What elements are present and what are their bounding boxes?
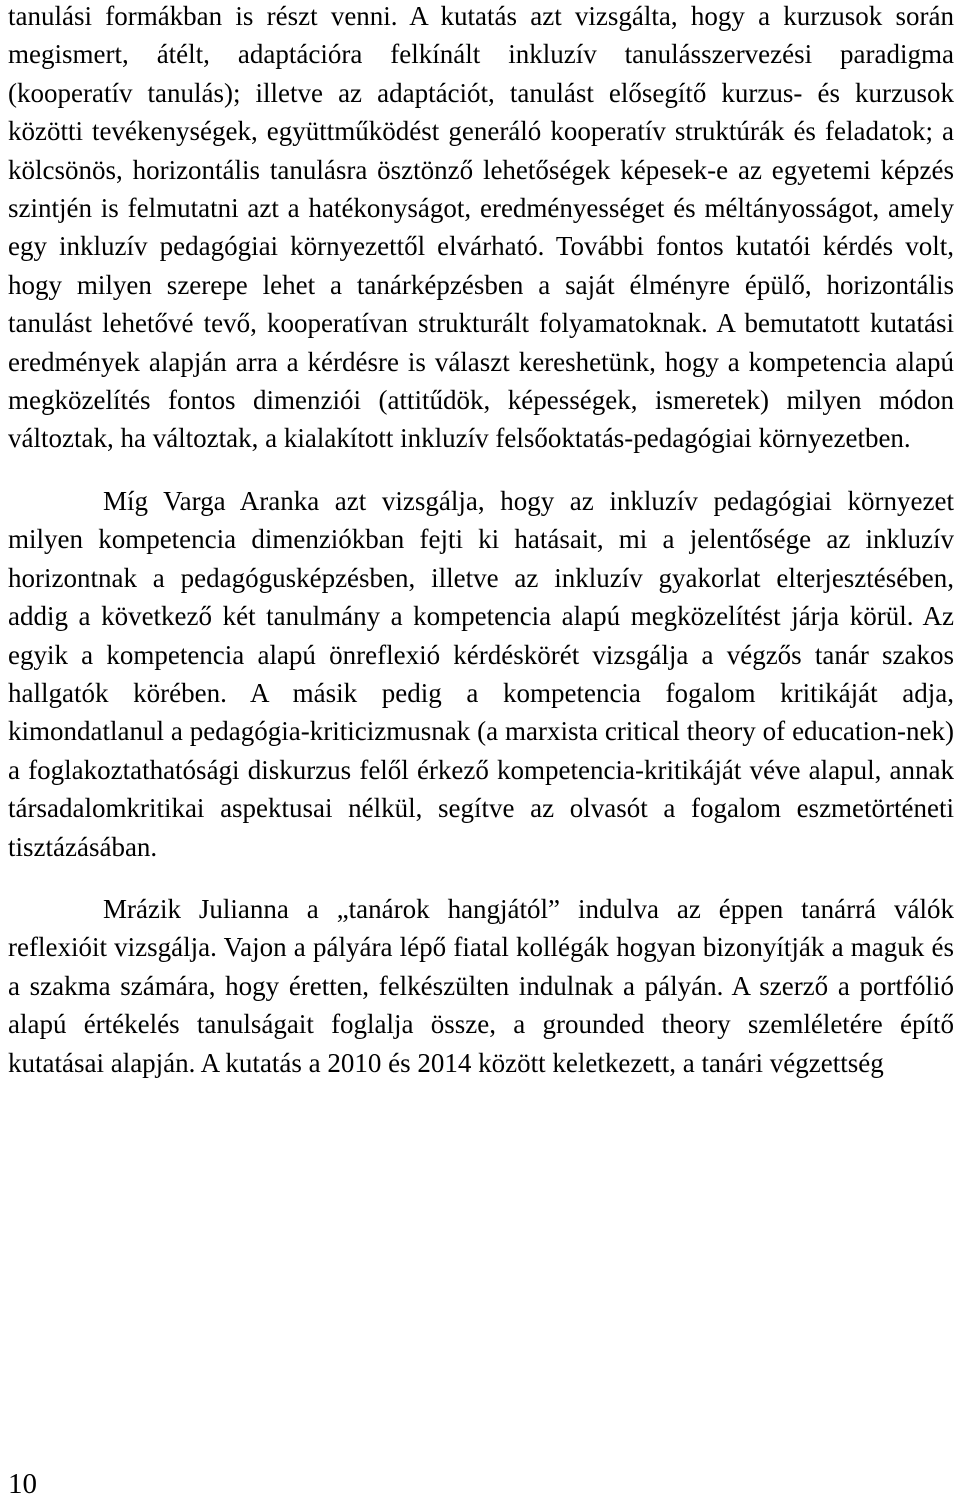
- paragraph-1: tanulási formákban is részt venni. A kutatás azt vizsgálta, hogy a kurzusok során megismert, átélt, adaptációra felkínált inkluzív tanulásszervezési paradigma (kooperatív tanulás); illetve az adaptációt, tanulást elősegítő kurzus- és kurzusok közötti tevékenységek, együttműködést generáló kooperatív struktúrák és feladatok; a kölcsönös, horizontális tanulásra ösztönző lehetőségek képesek-e az egyetemi képzés szintjén is felmutatni azt a hatékonyságot, eredményességet és méltányosságot, amely egy inkluzív pedagógiai környezettől elvárható. További fontos kutatói kérdés volt, hogy milyen szerepe lehet a tanárképzésben a saját élményre épülő, horizontális tanulást lehetővé tevő, kooperatívan strukturált folyamatoknak. A bemutatott kutatási eredmények alapján arra a kérdésre is választ kereshetünk, hogy a kompetencia alapú megközelítés fontos dimenziói (attitűdök, képességek, ismeretek) milyen módon változtak, ha változtak, a kialakított inkluzív felsőoktatás-pedagógiai környezetben.: [8, 1, 954, 454]
- paragraph-spacer: [8, 866, 954, 890]
- page-number: 10: [8, 1468, 37, 1500]
- document-body: [8, 0, 954, 1082]
- paragraph-2: Míg Varga Aranka azt vizsgálja, hogy az inkluzív pedagógiai környezet milyen kompetencia dimenziókban fejti ki hatásait, mi a jelentősége az inkluzív horizontnak a pedagógusképzésben, illetve az inkluzív gyakorlat elterjesztésében, addig a következő két tanulmány a kompetencia alapú megközelítést járja körül. Az egyik a kompetencia alapú önreflexió kérdéskörét vizsgálja a végzős tanár szakos hallgatók körében. A másik pedig a kompetencia fogalom kritikáját adja, kimondatlanul a pedagógia-kriticizmusnak (a marxista critical theory of education-nek) a foglakoztathatósági diskurzus felől érkező kompetencia-kritikáját véve alapul, annak társadalomkritikai aspektusai nélkül, segítve az olvasót a fogalom eszmetörténeti tisztázásában.: [8, 485, 954, 862]
- paragraph-spacer: [8, 458, 954, 482]
- paragraph-3: Mrázik Julianna a „tanárok hangjától” indulva az éppen tanárrá válók reflexióit vizsgálja. Vajon a pályára lépő fiatal kollégák hogyan bizonyítják a maguk és a szakma számára, hogy éretten, felkészülten indulnak a pályán. A szerző a portfólió alapú értékelés tanulságait foglalja össze, a grounded theory szemléletére építő kutatásai alapján. A kutatás a 2010 és 2014 között keletkezett, a tanári végzettség: [8, 893, 954, 1078]
